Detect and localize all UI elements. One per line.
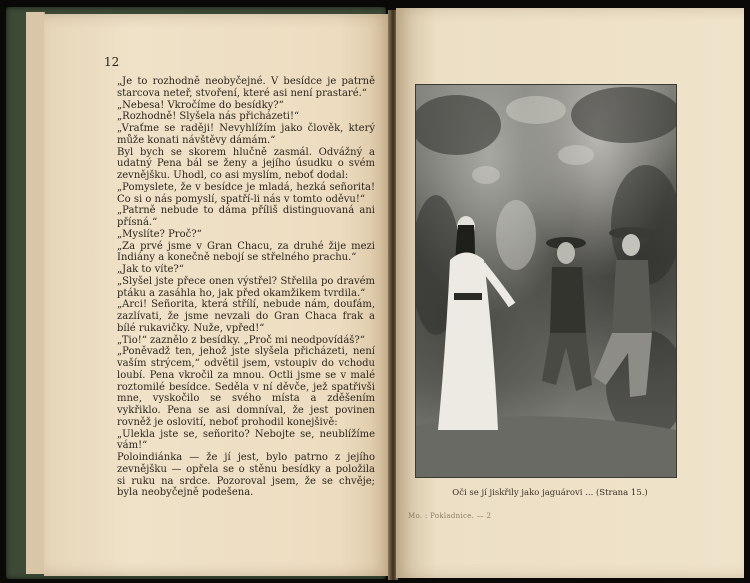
- paragraph: „Nebesa! Vkročíme do besídky?“: [117, 99, 284, 111]
- paragraph: „Rozhodně! Slyšela nás přicházeti!“: [117, 111, 300, 123]
- paragraph: Byl bych se skorem hlučně zasmál. Odvážný a udatný Pena bál se ženy a jejího úsudku o svém zevnějšku. Uhodl, co asi myslím, neboť dodal:: [117, 146, 375, 181]
- printer-signature: Mo. : Pokladnice. — 2: [408, 512, 492, 520]
- paragraph: „Slyšel jste přece onen výstřel? Střelila po dravém ptáku a zasáhla ho, jak před okamžikem tvrdila.“: [117, 275, 375, 299]
- illustration-plate: [415, 84, 677, 478]
- page-number: 12: [104, 55, 120, 69]
- paragraph: „Je to rozhodně neobyčejné. V besídce je patrně starcova neteř, stvoření, které asi není prastaré.“: [117, 76, 375, 99]
- paragraph: „Pomyslete, že v besídce je mladá, hezká señorita! Co si o nás pomyslí, spatří-li nás v tomto oděvu!“: [117, 181, 375, 205]
- paragraph: „Vraťme se raději! Nevyhlížím jako člověk, který může konati návštěvy dámám.“: [117, 123, 375, 146]
- paragraph: „Tio!“ zaznělo z besídky. „Proč mi neodpovídáš?“: [117, 334, 365, 346]
- body-text: [117, 76, 375, 499]
- paragraph: „Poněvadž ten, jehož jste slyšela přicházeti, není vaším strýcem,“ odvětil jsem, vstoupiv do vchodu loubí. Pena vkročil za mnou. Octli jsme se v malé roztomilé besídce. Seděla v ní děvče, jež spatřivši mne, vyskočilo se svého místa a zděšením vykřiklo. Pena se asi domníval, že jest povinen rovněž je oslovití, neboť prohodil konejšivě:: [117, 346, 375, 428]
- illustration-drawing: [416, 85, 676, 477]
- seated-man-left: [542, 237, 592, 391]
- paragraph: „Arci! Señorita, která střílí, nebude nám, doufám, zazlívati, že jsme nevzali do Gran Chaca frak a bílé rukavičky. Nuže, vpřed!“: [117, 299, 375, 334]
- paragraph: „Myslíte? Proč?“: [117, 228, 202, 240]
- illustration-caption: Oči se jí jiskřily jako jaguárovi ... (Strana 15.): [452, 488, 648, 498]
- paragraph: „Patrně nebude to dáma příliš distinguovaná ani přísná.“: [117, 205, 375, 228]
- paragraph: Poloindiánka — že jí jest, bylo patrno z jejího zevnějšku — opřela se o stěnu besídky a položila si ruku na srdce. Pozoroval jsem, že se chvěje; byla neobyčejně podešena.: [117, 452, 375, 499]
- paragraph: „Za prvé jsme v Gran Chacu, za druhé žije mezi Indiány a konečně nebojí se střelného prachu.“: [117, 240, 375, 264]
- paragraph: „Jak to víte?“: [117, 264, 184, 275]
- paragraph: „Ulekla jste se, señorito? Nebojte se, neublížíme vám!“: [117, 428, 375, 452]
